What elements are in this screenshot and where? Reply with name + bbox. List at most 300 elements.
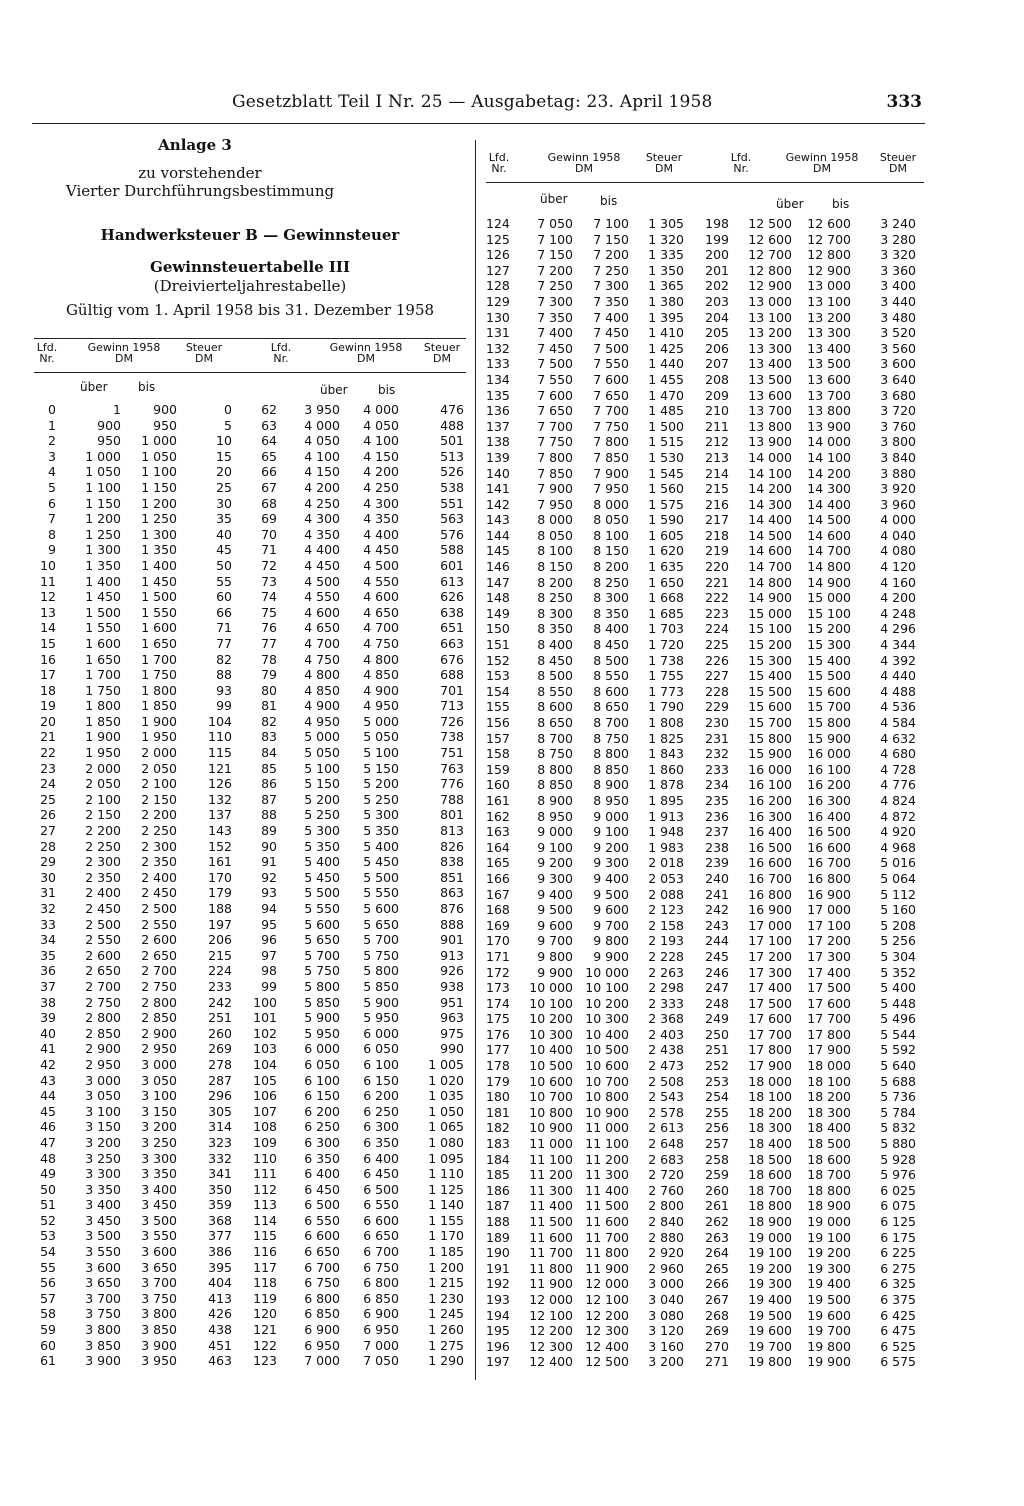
lfd-nr-cell: 232 <box>705 746 729 762</box>
gewinn-bis-cell: 9 400 <box>593 870 629 886</box>
gewinn-bis-cell: 19 700 <box>807 1323 851 1339</box>
gewinn-bis-cell: 2 450 <box>141 885 177 901</box>
lfd-nr-cell: 188 <box>486 1214 510 1229</box>
gewinn-bis-cell: 2 100 <box>141 776 177 792</box>
gewinn-bis-cell: 12 400 <box>585 1338 629 1354</box>
gewinn-ueber-cell: 7 500 <box>537 356 573 372</box>
steuer-cell: 143 <box>208 823 232 839</box>
gewinn-ueber-cell: 3 300 <box>85 1166 121 1182</box>
steuer-cell: 278 <box>208 1056 232 1072</box>
gewinn-bis-cell: 4 350 <box>363 511 399 527</box>
lfd-nr-cell: 20 <box>40 713 56 729</box>
steuer-cell: 1 895 <box>648 792 684 808</box>
lfd-nr-cell: 76 <box>261 620 277 636</box>
gewinn-bis-cell: 5 500 <box>363 869 399 885</box>
running-head <box>232 92 922 116</box>
steuer-cell: 3 120 <box>648 1323 684 1339</box>
steuer-cell: 179 <box>208 885 232 901</box>
steuer-cell: 1 005 <box>428 1056 464 1072</box>
steuer-cell: 45 <box>216 542 232 558</box>
gewinn-ueber-cell: 4 300 <box>304 511 340 527</box>
table-row <box>34 1135 470 1151</box>
lfd-nr-cell: 112 <box>253 1181 277 1197</box>
steuer-cell: 2 613 <box>648 1120 684 1136</box>
steuer-cell: 1 650 <box>648 574 684 590</box>
gewinn-bis-cell: 5 100 <box>363 745 399 761</box>
table-row <box>486 294 926 310</box>
steuer-cell: 3 680 <box>880 387 916 403</box>
gewinn-ueber-cell: 4 900 <box>304 698 340 714</box>
lfd-nr-cell: 93 <box>261 885 277 901</box>
steuer-cell: 1 500 <box>648 418 684 434</box>
gewinn-ueber-cell: 8 100 <box>537 543 573 559</box>
gewinn-ueber-cell: 2 850 <box>85 1025 121 1041</box>
table-row <box>34 1322 470 1338</box>
steuer-cell: 20 <box>216 464 232 480</box>
gewinn-ueber-cell: 6 050 <box>304 1056 340 1072</box>
gewinn-bis-cell: 1 500 <box>141 589 177 605</box>
steuer-cell: 5 592 <box>880 1042 916 1058</box>
table-row <box>486 543 926 559</box>
gewinn-ueber-cell: 6 750 <box>304 1275 340 1291</box>
lfd-nr-cell: 69 <box>261 511 277 527</box>
lfd-nr-cell: 59 <box>40 1322 56 1338</box>
gewinn-bis-cell: 3 950 <box>141 1353 177 1369</box>
table-row <box>486 1042 926 1058</box>
gewinn-bis-cell: 2 300 <box>141 838 177 854</box>
lfd-nr-cell: 192 <box>486 1276 510 1292</box>
page-number: 333 <box>886 92 922 112</box>
lfd-nr-cell: 207 <box>705 356 729 372</box>
gewinn-bis-cell: 4 400 <box>363 526 399 542</box>
steuer-cell: 788 <box>440 791 464 807</box>
lfd-nr-cell: 50 <box>40 1181 56 1197</box>
lfd-nr-cell: 177 <box>486 1042 510 1058</box>
gewinn-bis-cell: 10 800 <box>585 1089 629 1105</box>
gewinn-ueber-cell: 900 <box>97 417 121 433</box>
steuer-cell: 55 <box>216 573 232 589</box>
lfd-nr-cell: 132 <box>486 340 510 356</box>
table-row <box>486 1354 926 1370</box>
lfd-nr-cell: 235 <box>705 792 729 808</box>
gewinn-bis-cell: 3 850 <box>141 1322 177 1338</box>
steuer-cell: 77 <box>216 635 232 651</box>
lfd-nr-cell: 67 <box>261 479 277 495</box>
section-title: Handwerksteuer B — Gewinnsteuer <box>100 226 400 244</box>
gewinn-ueber-cell: 9 600 <box>537 917 573 933</box>
steuer-cell: 3 080 <box>648 1307 684 1323</box>
gewinn-bis-cell: 3 400 <box>141 1181 177 1197</box>
lfd-nr-cell: 195 <box>486 1323 510 1339</box>
validity-line: Gültig vom 1. April 1958 bis 31. Dezember 1958 <box>65 301 435 319</box>
gewinn-bis-cell: 6 800 <box>363 1275 399 1291</box>
lfd-nr-cell: 184 <box>486 1151 510 1167</box>
steuer-cell: 876 <box>440 901 464 916</box>
steuer-cell: 1 200 <box>428 1259 464 1275</box>
gewinn-ueber-cell: 5 500 <box>304 885 340 901</box>
lfd-nr-cell: 168 <box>486 902 510 918</box>
steuer-header: Steuer DM <box>423 341 461 365</box>
gewinn-bis-cell: 2 650 <box>141 947 177 963</box>
steuer-cell: 4 248 <box>880 605 916 621</box>
gewinn-bis-cell: 4 250 <box>363 479 399 495</box>
gewinn-ueber-cell: 17 700 <box>748 1026 792 1042</box>
table-row <box>486 668 926 684</box>
lfd-nr-cell: 269 <box>705 1323 729 1339</box>
gewinn-ueber-cell: 14 400 <box>748 512 792 528</box>
lfd-nr-cell: 6 <box>48 495 56 511</box>
gewinn-ueber-cell: 7 200 <box>537 262 573 278</box>
gewinn-bis-cell: 4 800 <box>363 651 399 667</box>
steuer-cell: 926 <box>440 963 464 979</box>
gewinn-bis-cell: 4 650 <box>363 604 399 620</box>
gewinn-bis-cell: 1 850 <box>141 698 177 714</box>
table-row <box>486 918 926 934</box>
lfd-nr-cell: 43 <box>40 1072 56 1088</box>
gewinn-ueber-cell: 12 100 <box>529 1307 573 1323</box>
gewinn-ueber-cell: 8 750 <box>537 746 573 762</box>
gewinn-ueber-cell: 8 850 <box>537 777 573 793</box>
table-row <box>34 527 470 543</box>
lfd-nr-cell: 89 <box>261 823 277 839</box>
lfd-nr-cell: 71 <box>261 542 277 558</box>
table-body <box>34 402 470 1369</box>
steuer-cell: 713 <box>440 698 464 714</box>
gewinn-bis-cell: 17 700 <box>807 1011 851 1027</box>
steuer-cell: 963 <box>440 1010 464 1026</box>
gewinn-bis-cell: 9 000 <box>593 808 629 824</box>
gewinn-bis-cell: 6 300 <box>363 1119 399 1135</box>
gewinn-bis-cell: 6 550 <box>363 1197 399 1213</box>
gewinn-bis-cell: 7 700 <box>593 403 629 419</box>
gewinn-bis-cell: 1 050 <box>141 448 177 464</box>
steuer-cell: 851 <box>440 869 464 885</box>
gewinn-bis-cell: 13 800 <box>807 403 851 419</box>
gewinn-ueber-cell: 13 100 <box>748 309 792 325</box>
lfd-nr-cell: 218 <box>705 527 729 543</box>
steuer-cell: 2 543 <box>648 1089 684 1105</box>
gewinn-ueber-cell: 1 000 <box>85 448 121 464</box>
gewinn-bis-cell: 4 050 <box>363 417 399 433</box>
lfd-nr-cell: 193 <box>486 1291 510 1307</box>
lfd-nr-cell: 197 <box>486 1354 510 1370</box>
lfd-nr-cell: 145 <box>486 543 510 559</box>
gewinn-ueber-cell: 9 100 <box>537 839 573 855</box>
steuer-cell: 1 110 <box>428 1166 464 1182</box>
steuer-cell: 3 520 <box>880 325 916 341</box>
gewinn-ueber-cell: 1 800 <box>85 698 121 714</box>
gewinn-ueber-cell: 5 550 <box>304 901 340 916</box>
steuer-cell: 1 230 <box>428 1290 464 1306</box>
gewinn-ueber-cell: 1 350 <box>85 557 121 573</box>
gewinn-ueber-cell: 4 650 <box>304 620 340 636</box>
gewinn-bis-cell: 1 750 <box>141 667 177 683</box>
table-row <box>34 605 470 621</box>
lfd-nr-cell: 125 <box>486 231 510 247</box>
gewinn-ueber-cell: 18 400 <box>748 1136 792 1152</box>
gewinn-bis-cell: 7 400 <box>593 309 629 325</box>
gewinn-ueber-cell: 6 600 <box>304 1228 340 1244</box>
gewinn-bis-cell: 15 100 <box>807 605 851 621</box>
gewinn-bis-cell: 1 000 <box>141 433 177 449</box>
lfd-nr-cell: 102 <box>253 1025 277 1041</box>
gewinn-ueber-cell: 18 700 <box>748 1182 792 1198</box>
lfd-nr-cell: 135 <box>486 387 510 403</box>
gewinn-bis-cell: 19 100 <box>807 1229 851 1245</box>
table-row <box>34 901 470 917</box>
lfd-nr-cell: 60 <box>40 1337 56 1353</box>
steuer-cell: 4 440 <box>880 668 916 684</box>
lfd-nr-cell: 86 <box>261 776 277 792</box>
lfd-nr-cell: 208 <box>705 371 729 387</box>
gewinn-bis-cell: 11 700 <box>585 1229 629 1245</box>
gewinn-bis-cell: 13 500 <box>807 356 851 372</box>
table-row <box>486 715 926 731</box>
gewinn-ueber-cell: 7 850 <box>537 465 573 481</box>
gewinn-ueber-cell: 16 100 <box>748 777 792 793</box>
steuer-cell: 888 <box>440 916 464 932</box>
gewinn-ueber-cell: 2 050 <box>85 776 121 792</box>
gewinn-bis-cell: 8 900 <box>593 777 629 793</box>
lfd-nr-cell: 126 <box>486 247 510 263</box>
lfd-nr-cell: 103 <box>253 1041 277 1057</box>
gewinn-bis-cell: 18 100 <box>807 1073 851 1089</box>
gewinn-bis-cell: 7 550 <box>593 356 629 372</box>
gewinn-bis-cell: 9 700 <box>593 917 629 933</box>
gewinn-ueber-cell: 13 800 <box>748 418 792 434</box>
table-row <box>486 1292 926 1308</box>
gewinn-ueber-cell: 12 800 <box>748 262 792 278</box>
table-row <box>486 247 926 263</box>
steuer-cell: 1 470 <box>648 387 684 403</box>
gewinn-ueber-cell: 2 100 <box>85 791 121 807</box>
gewinn-bis-cell: 18 800 <box>807 1182 851 1198</box>
steuer-cell: 1 590 <box>648 512 684 528</box>
table-row <box>486 512 926 528</box>
gewinn-bis-cell: 5 650 <box>363 916 399 932</box>
gewinn-ueber-cell: 4 750 <box>304 651 340 667</box>
steuer-cell: 1 035 <box>428 1088 464 1104</box>
gewinn-ueber-cell: 7 550 <box>537 371 573 387</box>
gewinn-ueber-cell: 17 200 <box>748 948 792 964</box>
table-row <box>34 589 470 605</box>
gewinn-bis-cell: 8 850 <box>593 761 629 777</box>
lfd-nr-cell: 183 <box>486 1136 510 1152</box>
lfd-nr-cell: 163 <box>486 824 510 840</box>
steuer-cell: 66 <box>216 604 232 620</box>
steuer-cell: 6 175 <box>880 1229 916 1245</box>
gewinn-ueber-cell: 1 050 <box>85 464 121 480</box>
lfd-nr-cell: 70 <box>261 526 277 542</box>
steuer-cell: 2 648 <box>648 1136 684 1152</box>
gewinn-ueber-cell: 10 800 <box>529 1104 573 1120</box>
steuer-cell: 2 720 <box>648 1167 684 1183</box>
table-row <box>34 1026 470 1042</box>
steuer-cell: 3 920 <box>880 481 916 497</box>
gewinn-bis-cell: 3 500 <box>141 1212 177 1228</box>
lfd-nr-cell: 160 <box>486 777 510 793</box>
gewinn-ueber-cell: 7 100 <box>537 231 573 247</box>
gewinn-ueber-cell: 6 100 <box>304 1072 340 1088</box>
table-row <box>34 1104 470 1120</box>
gewinn-bis-cell: 7 350 <box>593 293 629 309</box>
steuer-cell: 188 <box>208 901 232 916</box>
gewinn-bis-cell: 8 550 <box>593 668 629 684</box>
table-row <box>34 449 470 465</box>
steuer-cell: 5 928 <box>880 1151 916 1167</box>
lfd-nr-cell: 201 <box>705 262 729 278</box>
gewinn-bis-cell: 4 950 <box>363 698 399 714</box>
gewinn-ueber-cell: 4 700 <box>304 635 340 651</box>
gewinn-bis-cell: 6 150 <box>363 1072 399 1088</box>
gewinn-ueber-cell: 11 000 <box>529 1136 573 1152</box>
gewinn-ueber-cell: 7 700 <box>537 418 573 434</box>
table-row <box>486 575 926 591</box>
gewinn-bis-cell: 2 400 <box>141 869 177 885</box>
gewinn-bis-cell: 12 800 <box>807 247 851 263</box>
gewinn-ueber-cell: 18 500 <box>748 1151 792 1167</box>
gewinn-ueber-cell: 10 900 <box>529 1120 573 1136</box>
steuer-cell: 738 <box>440 729 464 745</box>
lfd-nr-cell: 56 <box>40 1275 56 1291</box>
lfd-nr-cell: 114 <box>253 1212 277 1228</box>
gewinn-bis-cell: 9 600 <box>593 902 629 918</box>
table-row <box>486 1323 926 1339</box>
gewinn-bis-cell: 11 500 <box>585 1198 629 1214</box>
lfd-nr-cell: 19 <box>40 698 56 714</box>
steuer-cell: 451 <box>208 1337 232 1353</box>
gewinn-ueber-cell: 12 600 <box>748 231 792 247</box>
steuer-cell: 35 <box>216 511 232 527</box>
lfd-nr-cell: 5 <box>48 479 56 495</box>
table-row <box>34 1275 470 1291</box>
steuer-cell: 1 545 <box>648 465 684 481</box>
steuer-cell: 1 410 <box>648 325 684 341</box>
gewinn-ueber-cell: 1 750 <box>85 682 121 698</box>
steuer-cell: 3 560 <box>880 340 916 356</box>
gewinn-header: Gewinn 1958 DM <box>329 341 403 365</box>
lfd-nr-cell: 88 <box>261 807 277 823</box>
steuer-cell: 1 260 <box>428 1322 464 1338</box>
gewinn-ueber-cell: 13 600 <box>748 387 792 403</box>
gewinn-bis-cell: 4 700 <box>363 620 399 636</box>
lfd-nr-cell: 47 <box>40 1134 56 1150</box>
gewinn-bis-cell: 9 100 <box>593 824 629 840</box>
lfd-nr-cell: 147 <box>486 574 510 590</box>
gewinn-ueber-cell: 1 700 <box>85 667 121 683</box>
table-row <box>34 542 470 558</box>
steuer-cell: 1 440 <box>648 356 684 372</box>
lfd-nr-cell: 180 <box>486 1089 510 1105</box>
steuer-cell: 2 960 <box>648 1260 684 1276</box>
gewinn-bis-cell: 900 <box>153 402 177 417</box>
table-row <box>34 464 470 480</box>
gewinn-ueber-cell: 15 900 <box>748 746 792 762</box>
lfd-nr-cell: 137 <box>486 418 510 434</box>
steuer-cell: 463 <box>208 1353 232 1369</box>
gewinn-bis-cell: 6 400 <box>363 1150 399 1166</box>
gewinn-ueber-cell: 2 700 <box>85 978 121 994</box>
steuer-cell: 1 738 <box>648 652 684 668</box>
steuer-cell: 1 720 <box>648 637 684 653</box>
lfd-nr-cell: 153 <box>486 668 510 684</box>
steuer-cell: 60 <box>216 589 232 605</box>
steuer-cell: 5 352 <box>880 964 916 980</box>
gewinn-ueber-cell: 11 900 <box>529 1276 573 1292</box>
lfd-nr-cell: 98 <box>261 963 277 979</box>
gewinn-ueber-cell: 11 400 <box>529 1198 573 1214</box>
gewinn-ueber-cell: 2 150 <box>85 807 121 823</box>
lfd-nr-cell: 80 <box>261 682 277 698</box>
gewinn-bis-cell: 5 350 <box>363 823 399 839</box>
gewinn-ueber-cell: 9 300 <box>537 870 573 886</box>
lfd-nr-cell: 16 <box>40 651 56 667</box>
gewinn-ueber-cell: 3 250 <box>85 1150 121 1166</box>
table-row <box>486 278 926 294</box>
gewinn-ueber-cell: 3 500 <box>85 1228 121 1244</box>
lfd-nr-cell: 117 <box>253 1259 277 1275</box>
steuer-cell: 1 790 <box>648 699 684 715</box>
gewinn-bis-cell: 16 900 <box>807 886 851 902</box>
table-row <box>486 1027 926 1043</box>
gewinn-bis-cell: 5 000 <box>363 713 399 729</box>
lfd-nr-cell: 268 <box>705 1307 729 1323</box>
lfd-nr-cell: 174 <box>486 995 510 1011</box>
steuer-cell: 5 832 <box>880 1120 916 1136</box>
lfd-nr-header: Lfd. Nr. <box>730 151 752 175</box>
table-row <box>486 388 926 404</box>
lfd-nr-cell: 151 <box>486 637 510 653</box>
gewinn-ueber-cell: 5 150 <box>304 776 340 792</box>
gewinn-ueber-cell: 15 700 <box>748 715 792 730</box>
gewinn-ueber-cell: 8 150 <box>537 559 573 575</box>
gewinn-ueber-cell: 3 800 <box>85 1322 121 1338</box>
steuer-cell: 1 685 <box>648 605 684 621</box>
steuer-cell: 1 668 <box>648 590 684 606</box>
gewinn-ueber-cell: 15 200 <box>748 637 792 653</box>
gewinn-bis-cell: 16 200 <box>807 777 851 793</box>
steuer-cell: 224 <box>208 963 232 979</box>
gewinn-bis-cell: 11 000 <box>585 1120 629 1136</box>
gewinn-bis-cell: 7 650 <box>593 387 629 403</box>
gewinn-bis-cell: 6 750 <box>363 1259 399 1275</box>
steuer-header: Steuer DM <box>879 151 917 175</box>
gewinn-bis-cell: 6 200 <box>363 1088 399 1104</box>
steuer-cell: 551 <box>440 495 464 511</box>
lfd-nr-cell: 73 <box>261 573 277 589</box>
steuer-cell: 3 320 <box>880 247 916 263</box>
gewinn-ueber-cell: 2 950 <box>85 1056 121 1072</box>
table-row <box>486 216 926 232</box>
gewinn-bis-cell: 2 950 <box>141 1041 177 1057</box>
gewinn-ueber-cell: 5 850 <box>304 994 340 1010</box>
steuer-cell: 426 <box>208 1306 232 1322</box>
lfd-nr-cell: 116 <box>253 1244 277 1260</box>
steuer-cell: 413 <box>208 1290 232 1306</box>
lfd-nr-cell: 100 <box>253 994 277 1010</box>
gewinn-bis-cell: 3 300 <box>141 1150 177 1166</box>
gewinn-ueber-cell: 1 200 <box>85 511 121 527</box>
gewinn-ueber-cell: 19 200 <box>748 1260 792 1276</box>
steuer-cell: 260 <box>208 1025 232 1041</box>
gewinn-ueber-cell: 4 600 <box>304 604 340 620</box>
bis-label: bis <box>138 380 156 394</box>
gewinn-ueber-cell: 8 550 <box>537 683 573 699</box>
gewinn-ueber-cell: 6 200 <box>304 1103 340 1119</box>
steuer-cell: 1 020 <box>428 1072 464 1088</box>
steuer-cell: 6 225 <box>880 1245 916 1261</box>
table-row <box>34 433 470 449</box>
